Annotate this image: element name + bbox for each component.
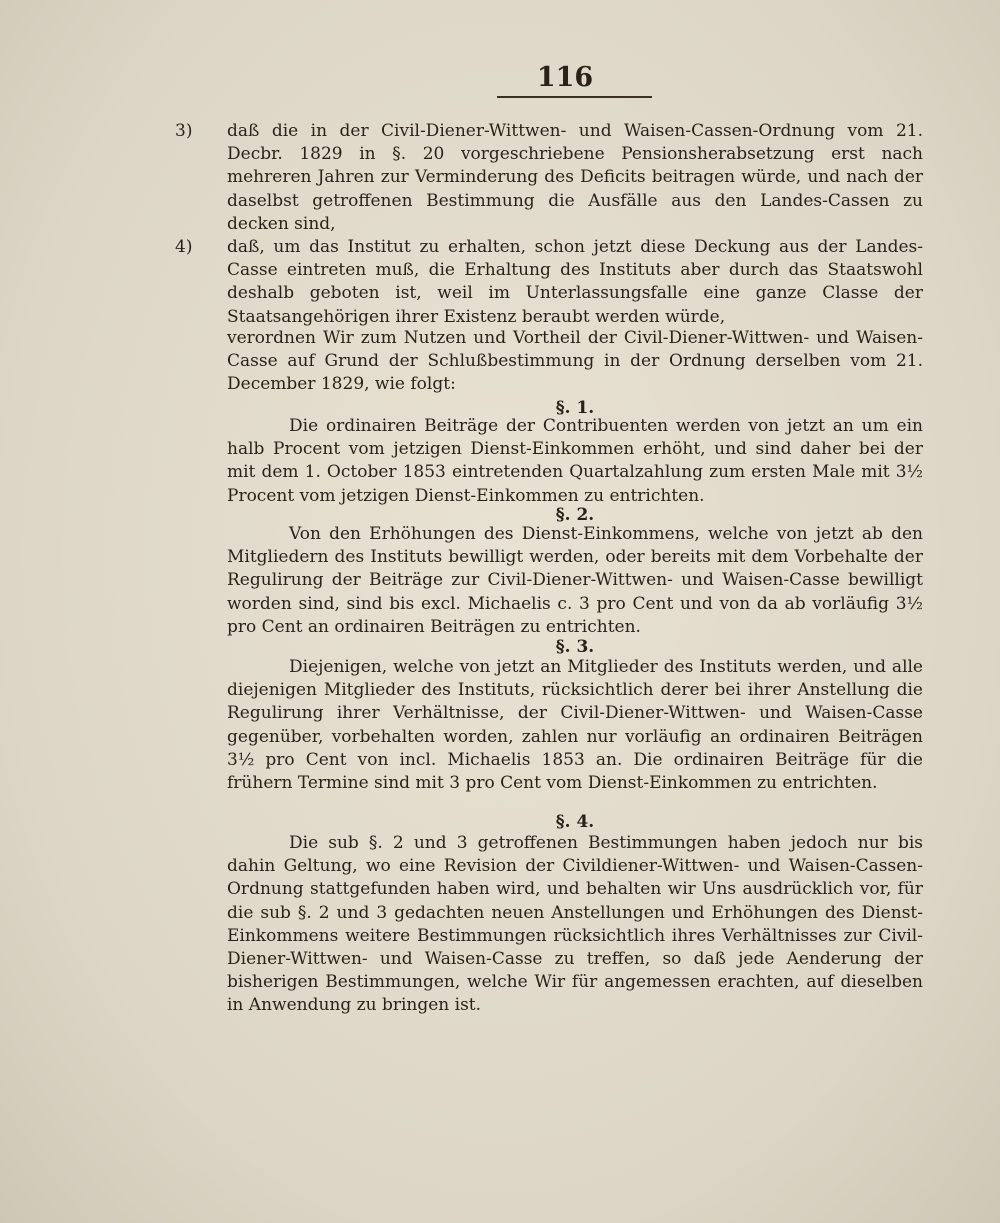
section-text-4: Die sub §. 2 und 3 getroffenen Bestimmungen haben jedoch nur bis dahin Geltung, wo eine Revision der Civildiener-Wittwen- und Waisen-Cassen-Ordnung stattgefunden haben wird, und behalten wir Uns ausdrücklich vor, für die sub §. 2 und 3 gedachten neuen Anstellungen und Erhöhungen des Dienst-Einkommens weitere Bestimmungen rücksichtlich ihres Verhältnisses zur Civil-Diener-Wittwen- und Waisen-Casse zu treffen, so daß jede Aenderung der bisherigen Bestimmungen, welche Wir für angemessen erachten, auf dieselben in Anwendung zu bringen ist. [227, 833, 923, 1016]
section-heading-4: §. 4. [555, 812, 595, 832]
section-heading-1: §. 1. [555, 398, 595, 418]
section-text-2: Von den Erhöhungen des Dienst-Einkommens, welche von jetzt ab den Mitgliedern des Instituts bewilligt werden, oder bereits mit dem Vorbehalte der Regulirung der Beiträge zur Civil-Diener-Wittwen- und Waisen-Casse bewilligt worden sind, sind bis excl. Michaelis c. 3 pro Cent und von da ab vorläufig 3½ pro Cent an ordinairen Beiträgen zu entrichten. [227, 524, 923, 637]
list-item-text: daß die in der Civil-Diener-Wittwen- und Waisen-Cassen-Ordnung vom 21. Decbr. 1829 in §. 20 vorgeschriebene Pensionsherabsetzung erst nach mehreren Jahren zur Verminderung des Deficits beitragen würde, und nach der daselbst getroffenen Bestimmung die Ausfälle aus den Landes-Cassen zu decken sind, [227, 121, 923, 234]
list-item-4 [175, 236, 923, 329]
section-heading-3: §. 3. [555, 637, 595, 657]
list-item-number: 3) [175, 121, 193, 141]
preamble-paragraph: verordnen Wir zum Nutzen und Vortheil der Civil-Diener-Wittwen- und Waisen-Casse auf Grund der Schlußbestimmung in der Ordnung derselben vom 21. December 1829, wie folgt: [227, 328, 923, 395]
header-rule [497, 96, 652, 98]
list-item-text: daß, um das Institut zu erhalten, schon jetzt diese Deckung aus der Landes-Casse eintreten muß, die Erhaltung des Instituts aber durch das Staatswohl deshalb geboten ist, weil im Unterlassungsfalle eine ganze Classe der Staatsangehörigen ihrer Existenz beraubt werden würde, [227, 237, 923, 327]
section-text-1: Die ordinairen Beiträge der Contribuenten werden von jetzt an um ein halb Procent vom jetzigen Dienst-Einkommen erhöht, und sind daher bei der mit dem 1. October 1853 eintretenden Quartalzahlung zum ersten Male mit 3½ Procent vom jetzigen Dienst-Einkommen zu entrichten. [227, 416, 923, 506]
list-item-number: 4) [175, 237, 193, 257]
section-text-3: Diejenigen, welche von jetzt an Mitglieder des Instituts werden, und alle diejenigen Mitglieder des Instituts, rücksichtlich derer bei ihrer Anstellung die Regulirung ihrer Verhältnisse, der Civil-Diener-Wittwen- und Waisen-Casse gegenüber, vorbehalten worden, zahlen nur vorläufig an ordinairen Beiträgen 3½ pro Cent von incl. Michaelis 1853 an. Die ordinairen Beiträge für die frühern Termine sind mit 3 pro Cent vom Dienst-Einkommen zu entrichten. [227, 657, 923, 794]
page-number: 116 [536, 62, 594, 93]
section-heading-2: §. 2. [555, 505, 595, 525]
list-item-3 [175, 120, 923, 236]
